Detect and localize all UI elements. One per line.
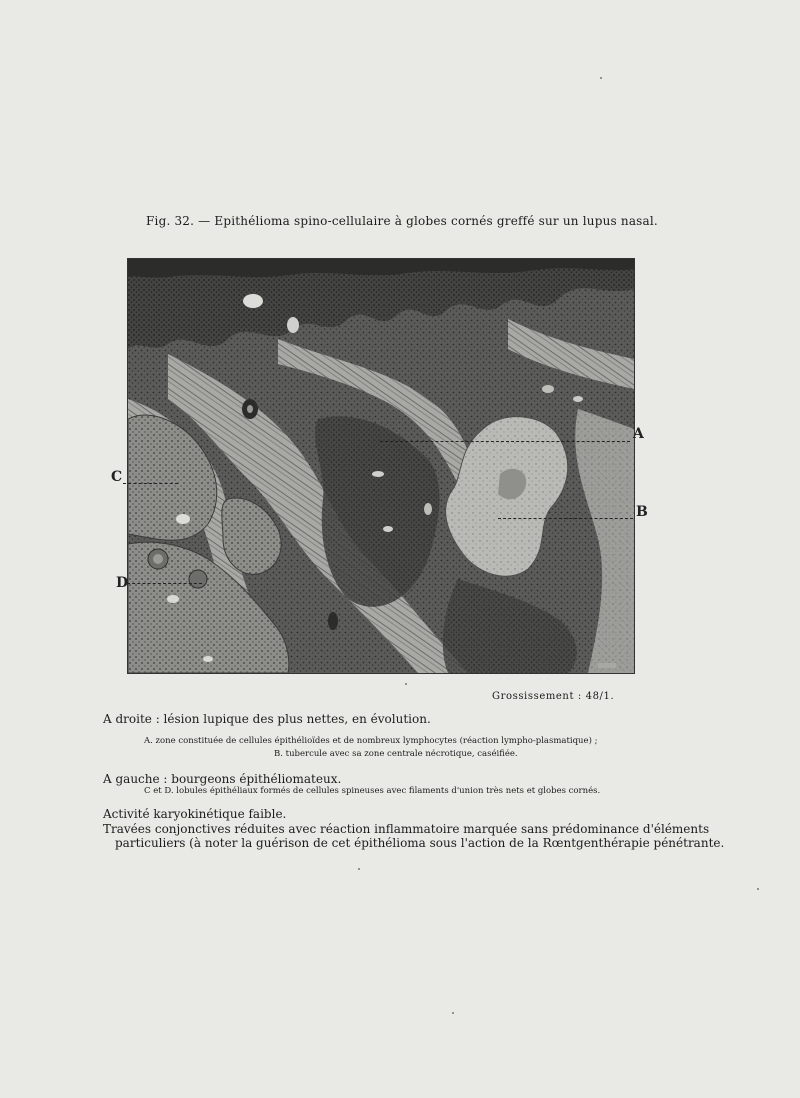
histology-micrograph — [127, 258, 635, 674]
leader-line-c — [123, 483, 178, 484]
left-side-heading: A gauche : bourgeons épithéliomateux. — [103, 772, 342, 786]
paper-speck — [600, 77, 602, 79]
left-note-cd: C et D. lobules épithéliaux formés de cellules spineuses avec filaments d'union très nets et globes cornés. — [144, 786, 601, 796]
paper-speck — [405, 683, 407, 685]
leader-line-b — [498, 518, 633, 519]
figure-caption: Fig. 32. — Epithélioma spino-cellulaire à globes cornés greffé sur un lupus nasal. — [146, 214, 658, 228]
leader-line-d — [127, 583, 202, 584]
micrograph-illustration — [128, 259, 634, 673]
label-d: D — [116, 575, 129, 591]
particuliers-line: particuliers (à noter la guérison de cet épithélioma sous l'action de la Rœntgenthérapie pénétrante. — [115, 836, 725, 850]
label-c: C — [111, 469, 123, 485]
leader-line-a — [380, 441, 630, 442]
paper-speck — [452, 1012, 454, 1014]
activity-line: Activité karyokinétique faible. — [103, 807, 287, 821]
right-note-a: A. zone constituée de cellules épithélioïdes et de nombreux lymphocytes (réaction lympho-plasmatique) ; — [144, 736, 598, 746]
label-a: A — [633, 426, 644, 442]
right-side-heading: A droite : lésion lupique des plus nettes, en évolution. — [103, 712, 431, 726]
magnification-note: Grossissement : 48/1. — [492, 691, 615, 702]
paper-speck — [358, 868, 360, 870]
label-b: B — [636, 504, 648, 520]
travees-line: Travées conjonctives réduites avec réaction inflammatoire marquée sans prédominance d'éléments — [103, 822, 710, 836]
paper-speck — [757, 888, 759, 890]
right-note-b: B. tubercule avec sa zone centrale nécrotique, caséifiée. — [274, 749, 518, 759]
